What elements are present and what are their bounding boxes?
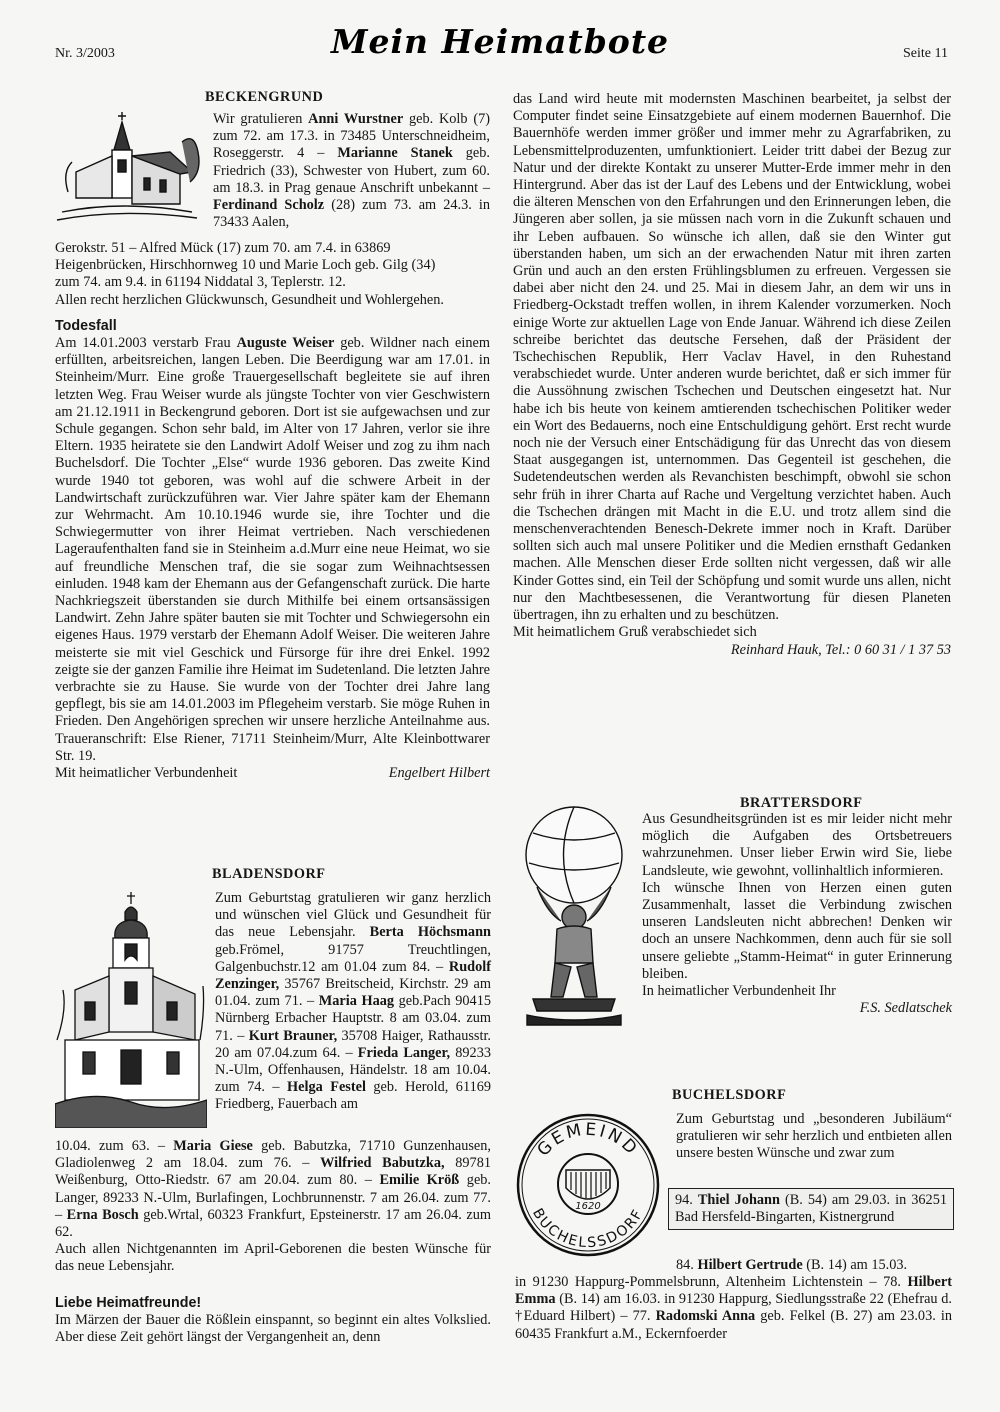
- baroque-church-icon: [55, 890, 207, 1128]
- buchelsdorf-highlight-entry: 94. Thiel Johann (B. 54) am 29.03. in 36251 Bad Hersfeld-Bingarten, Kistnergrund: [668, 1188, 954, 1230]
- svg-text:BUCHELSSDORF: [529, 1206, 647, 1251]
- issue-number: Nr. 3/2003: [55, 46, 115, 61]
- heimatfreunde-text-continued: das Land wird heute mit modernsten Maschinen bearbeitet, ja selbst der Computer findet seine Einsatzgebiete auf einem modernen Bauernhof. Die Bauernhöfe werden immer größer und immer mehr zu Agrarfabriken, zu Lebensmittelproduzenten, umfunktioniert. Leider tritt dabei der Bezug zur Natur und der direkte Kontakt zu unserer Mutter-Erde immer mehr in den Hintergrund. Aber das ist der Lauf des Lebens und der Entwicklung, wobei die älteren Menschen von den Erfahrungen und den Erinnerungen leben, die Jüngeren aber sollen, ja sie müssen nach vorn in die Zukunft schauen und ihr Leben aufbauen. So wünsche ich allen, daß sie den Winter gut überstanden haben, um sich an der erwachenden Natur mit ihren zarten Grün und auch an den ersten Frühlingsblumen zu erfreuen. Vergessen sie dabei aber nicht den 24. und 25. Mai in diesem Jahr, an dem wir uns in Friedberg-Ockstadt treffen wollen, in ihrem Kalender vorzumerken. Noch einige Worte zur aktuellen Lage von Ende Januar. Während ich diese Zeilen schreibe berichtet das deutsche Fersehen, daß der Präsident der Tschechischen Republik, Herr Vaclav Havel, in den Ruhestand verabschiedet wurde. Unter anderen wurde berichtet, daß er sich immer für die Aussöhnung zwischen Tschechen und Deutschen eingesetzt hat. Nur habe ich bis heute von keinem amtierenden tschechischen Politiker weder ein Wort des Bedauerns, noch eine Entschuldigung gehört. Erst recht wurde noch nie der Versuch einer Entschädigung für das Unrecht das von diesem Staat ausgegangen ist, unternommen. Das Gegenteil ist geschehen, die Sudetendeutschen werden als Revanchisten beschimpft, obwohl sie schon sehr früh in ihrer Charta auf Rache und Vergeltung verzichtet haben. Auch die Tschechen drängen mit Macht in die E.U. und trotz allem sind die menschenverachtenden Benesch-Dekrete immer noch in Kraft. Darüber sollten sich auch mal unsere Politiker und die Medien ernsthaft Gedanken machen. Alle Menschen dieser Erde sollten nicht vergessen, daß wir alle Kinder Gottes sind, ein Teil der Schöpfung und somit wurde uns allen, nicht nur den Machtbesessenen, die Verantwortung für diesen Planeten übertragen, ihn zu erhalten und zu beschützen. Mit heimatlichem Gruß verabschiedet sich Reinhard Hauk, Tel.: 0 60 31 / 1 37 53: [513, 91, 951, 658]
- brattersdorf-title: BRATTERSDORF: [740, 795, 863, 811]
- todesfall-author: Engelbert Hilbert: [388, 765, 490, 782]
- beckengrund-text: Wir gratulieren Anni Wurstner geb. Kolb (7) zum 72. am 17.3. in 73485 Unterschneidheim, Roseggerstr. 4 – Marianne Stanek geb. Friedrich (33), Schwester von Hubert, zum 60. am 18.3. in Prag genaue Anschrift unbekannt – Ferdinand Scholz (28) zum 73. am 24.3. in 73433 Aalen,: [213, 111, 491, 231]
- seal-bottom-text: BUCHELSSDORF: [529, 1205, 647, 1252]
- page-number: Seite 11: [903, 46, 948, 61]
- masthead-title: Mein Heimatbote: [330, 22, 670, 61]
- bladensdorf-text: Zum Geburtstag gratulieren wir ganz herzlich und wünschen viel Glück und Gesundheit für das neue Lebensjahr. Berta Höchsmann geb.Frömel, 91757 Treuchtlingen, Galgenbuchstr.12 am 01.04 zum 84. – Rudolf Zenzinger, 35767 Breitscheid, Kirchstr. 29 am 01.04. zum 71. – Maria Haag geb.Pach 90415 Nürnberg Erbacher Hauptstr. 8 am 03.04. zum 71. – Kurt Brauner, 35708 Haiger, Rathausstr. 20 am 07.04.zum 64. – Frieda Langer, 89233 N.-Ulm, Offenhausen, Händelstr. 18 am 10.04. zum 74. – Helga Festel geb. Herold, 61169 Friedberg, Fauerbach am: [215, 890, 492, 1113]
- seal-year-text: 1620: [575, 1201, 601, 1212]
- bladensdorf-title: BLADENSDORF: [212, 866, 326, 882]
- beckengrund-title: BECKENGRUND: [205, 89, 324, 105]
- bladensdorf-text-continued: 10.04. zum 63. – Maria Giese geb. Babutzka, 71710 Gunzenhausen, Gladiolenweg 2 am 18.04. zum 76. – Wilfried Babutzka, 89781 Weißenburg, Otto-Riedstr. 67 am 20.04. zum 80. – Emilie Kröß geb. Langer, 89233 N.-Ulm, Burlafingen, Lochbrunnenstr. 7 am 26.04. zum 77. – Erna Bosch geb.Wrtal, 60323 Frankfurt, Epsteinerstr. 17 am 26.04. zum 62. Auch allen Nichtgenannten im April-Geborenen die besten Wünsche für das neue Lebensjahr.: [55, 1138, 492, 1275]
- todesfall-text: Am 14.01.2003 verstarb Frau Auguste Weiser geb. Wildner nach einem erfüllten, arbeitsreichen, langen Leben. Die Beerdigung war am 17.01. in Steinheim/Murr. Eine große Trauergesellschaft begleitete sie auf ihren letzten Weg. Frau Weiser wurde als jüngste Tochter von vier Geschwistern am 21.12.1911 in Beckengrund geboren. Dort ist sie aufgewachsen und zur Schule gegangen. Schon sehr bald, im Alter von 17 Jahren, verlor sie ihre Eltern. 1935 heiratete sie den Landwirt Adolf Weiser und zog zu ihm nach Buchelsdorf. Die Tochter „Else“ wurde 1936 geboren. Das zweite Kind wurde 1940 tot geboren, was wohl auf die schwere Arbeit in der Landwirtschaft zurückzuführen war. Vier Jahre später kam der Ehemann zur Wehrmacht. Am 10.10.1946 wurde sie, ihre Tochter und die Schwiegermutter von ihrer Heimat vertrieben. Nach verschiedenen Lageraufenthalten fand sie in Steinheim a.d.Murr eine neue Heimat, wo sie auf freundliche Menschen traf, die sie sogar zum Weihnachtsessen einluden. 1948 kam der Ehemann aus der Gefangenschaft zurück. Die harte Nachkriegszeit überstanden sie durch Mithilfe bei einem ortsansässigen Landwirt. Zehn Jahre später bauten sie mit Tochter und Schwiegersohn ein eigenes Haus. 1979 verstarb der Ehemann Adolf Weiser. Die weiteren Jahre meisterte sie mit viel Geschick und Fürsorge für ihre drei Enkel. 1992 zeigte sie der ganzen Familie ihre Heimat im Sudetenland. Die letzten Jahre verbrachte sie zu Hause. Sie wurde von der Tochter drei Jahre lang gepflegt, bis sie am 14.01.2003 im Pflegeheim verstarb. Sie möge Ruhen in Frieden. Den Angehörigen sprechen wir unsere herzliche Anteilnahme aus. Traueranschrift: Else Riener, 71711 Steinheim/Murr, Alte Kleinbottwarer Str. 19. Mit heimatlicher Verbundenheit Engelbert Hilbert: [55, 335, 490, 782]
- heimatfreunde-text-start: Im Märzen der Bauer die Rößlein einspannt, so beginnt ein altes Volkslied. Aber diese Zeit gehört längst der Vergangenheit an, denn: [55, 1312, 491, 1346]
- beckengrund-line: Allen recht herzlichen Glückwunsch, Gesundheit und Wohlergehen.: [55, 291, 444, 308]
- heimatfreunde-heading: Liebe Heimatfreunde!: [55, 1295, 202, 1311]
- municipal-seal-icon: [513, 1110, 663, 1260]
- heimatfreunde-signature: Reinhard Hauk, Tel.: 0 60 31 / 1 37 53: [730, 641, 951, 658]
- seal-top-text: GEMEIND: [533, 1119, 643, 1161]
- beckengrund-text-continued: [55, 240, 490, 309]
- beckengrund-line: Gerokstr. 51 – Alfred Mück (17) zum 70. am 7.4. in 63869: [55, 240, 391, 256]
- beckengrund-line: zum 74. am 9.4. in 61194 Niddatal 3, Teplerstr. 12.: [55, 274, 346, 291]
- heimatfreunde-signoff: Mit heimatlichem Gruß verabschiedet sich: [513, 624, 757, 641]
- todesfall-signoff: Mit heimatlicher Verbundenheit Engelbert Hilbert: [55, 765, 490, 782]
- atlas-statue-icon: [513, 803, 635, 1031]
- buchelsdorf-title: BUCHELSDORF: [672, 1087, 787, 1103]
- buchelsdorf-entries-continued: in 91230 Happurg-Pommelsbrunn, Altenheim Lichtenstein – 78. Hilbert Emma (B. 14) am 16.03. in 91230 Happurg, Siedlungsstraße 22 (Ehefrau d. †Eduard Hilbert) – 77. Radomski Anna geb. Felkel (B. 27) am 23.03. in 60435 Frankfurt a.M., Eckernfoerder: [515, 1274, 952, 1342]
- buchelsdorf-intro: Zum Geburtstag und „besonderen Jubiläum“ gratulieren wir sehr herzlich und entbieten allen unsere besten Wünsche und zwar zum: [676, 1111, 952, 1162]
- beckengrund-line: Heigenbrücken, Hirschhornweg 10 und Marie Loch geb. Gilg (34): [55, 257, 436, 274]
- buchelsdorf-entries: 84. Hilbert Gertrude (B. 14) am 15.03.: [676, 1257, 908, 1273]
- church-icon: [52, 112, 202, 227]
- brattersdorf-signature: F.S. Sedlatschek: [859, 1000, 952, 1017]
- todesfall-heading: Todesfall: [55, 318, 117, 334]
- brattersdorf-text: Aus Gesundheitsgründen ist es mir leider nicht mehr möglich die Aufgaben des Ortsbetreuers wahrzunehmen. Unser lieber Erwin wird Sie, liebe Landsleute, wie gewohnt, vollinhaltlich informieren. Ich wünsche Ihnen von Herzen einen guten Zusammenhalt, lasset die Verbindung zwischen unseren Landsleuten nicht abbrechen! Denken wir doch an unsere Nachkommen, denn auch für sie soll unsere geliebte „Stamm-Heimat“ in guter Erinnerung bleiben. In heimatlicher Verbundenheit Ihr F.S. Sedlatschek: [642, 811, 952, 1017]
